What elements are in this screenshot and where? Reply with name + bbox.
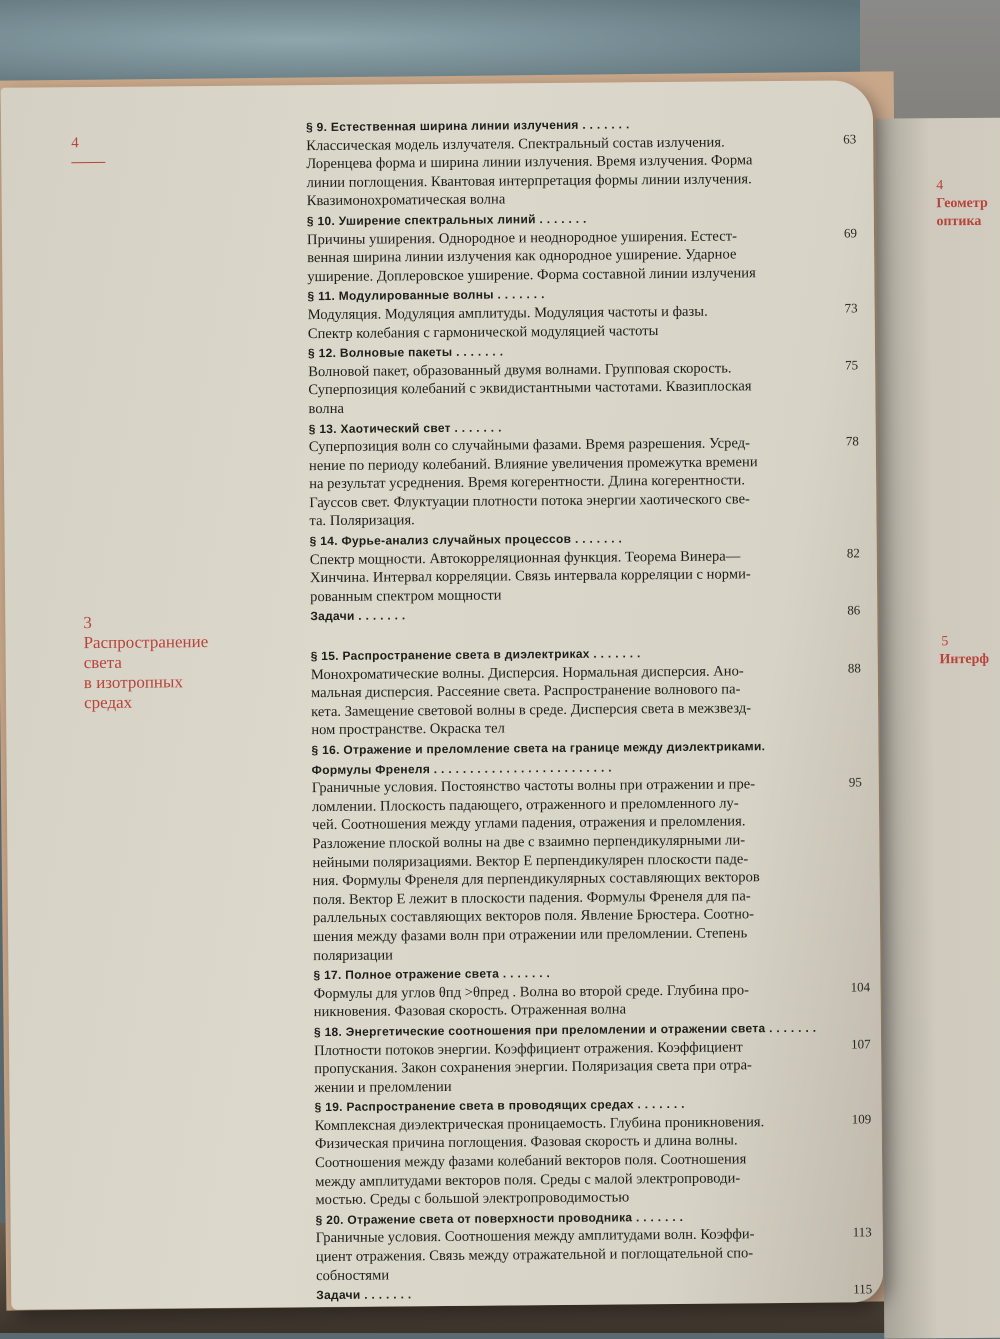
next-page-label-2: оптика — [936, 213, 982, 230]
toc-page-number: 109 — [851, 1111, 872, 1127]
toc-section-heading[interactable]: Задачи . . . . . . . — [316, 1287, 412, 1303]
page-number-rule — [71, 162, 105, 163]
table-of-contents — [306, 113, 826, 1305]
toc-description-line: Классическая модель излучателя. Спектральный состав излучения. — [306, 134, 725, 154]
chapter-title-line: в изотропных — [83, 672, 183, 693]
toc-description-line: Лоренцева форма и ширина линии излучения. Время излучения. Форма — [306, 152, 753, 173]
toc-description-line: циент отражения. Связь между отражательной и поглощательной спо- — [315, 1245, 754, 1266]
next-chapter-title: Интерф — [939, 651, 990, 668]
toc-entry — [306, 114, 817, 211]
toc-entry — [311, 643, 822, 740]
toc-description-line: Суперпозиция колебаний с эквидистантными частотами. Квазиплоская — [308, 378, 752, 399]
toc-page-number: 86 — [847, 602, 861, 618]
toc-section-heading[interactable]: Задачи . . . . . . . — [310, 608, 406, 624]
toc-entry — [316, 1282, 826, 1305]
toc-description-line: Формулы для углов θпд >θпред . Волна во второй среде. Глубина про- — [313, 982, 750, 1002]
toc-page-number: 63 — [843, 131, 857, 147]
toc-page-number: 82 — [846, 545, 860, 561]
toc-description-line: пропускания. Закон сохранения энергии. Поляризация света при отра- — [314, 1057, 752, 1078]
chapter-number: 3 — [83, 613, 92, 633]
chapter-title-line: света — [83, 652, 122, 673]
toc-section-heading[interactable]: § 15. Распространение света в диэлектриках . . . . . . . — [310, 646, 641, 664]
toc-page-number: 104 — [850, 979, 871, 995]
toc-description-line: Комплексная диэлектрическая проницаемость. Глубина проникновения. — [314, 1114, 765, 1135]
toc-description-line: поляризации — [313, 946, 394, 964]
toc-section-heading[interactable]: § 9. Естественная ширина линии излучения . . . . . . . — [305, 117, 630, 135]
chapter-heading — [83, 612, 209, 713]
toc-description-line: кета. Замещение световой волны в среде. Дисперсия света в межзвезд- — [311, 700, 752, 720]
toc-description-line: Модуляция. Модуляция амплитуды. Модуляция частоты и фазы. — [307, 303, 708, 324]
chapter-title-line: Распространение — [83, 632, 209, 653]
toc-entry — [313, 962, 823, 1022]
toc-section-heading[interactable]: § 11. Модулированные волны . . . . . . . — [307, 287, 545, 304]
toc-entry — [315, 1094, 826, 1210]
toc-entry — [314, 1019, 825, 1098]
next-chapter-number: 5 — [941, 634, 949, 650]
toc-page-number: 107 — [850, 1036, 871, 1052]
toc-description-line: Плотности потоков энергии. Коэффициент отражения. Коэффициент — [314, 1038, 743, 1059]
toc-description-line: Хинчина. Интервал корреляции. Связь интервала корреляции с норми- — [309, 566, 751, 587]
toc-description-line: та. Поляризация. — [309, 512, 415, 530]
toc-section-heading[interactable]: § 13. Хаотический свет . . . . . . . — [308, 419, 502, 436]
toc-description-line: волна — [308, 400, 345, 418]
toc-page-number: 88 — [847, 660, 861, 676]
toc-section-heading[interactable]: § 10. Уширение спектральных линий . . . . . . . — [306, 211, 587, 229]
toc-page-number: 115 — [853, 1281, 873, 1297]
toc-entry — [308, 340, 819, 419]
toc-description-line: Спектр мощности. Автокорреляционная функция. Теорема Винера— — [309, 548, 741, 568]
toc-description-line: поля. Вектор E лежит в плоскости падения. Формулы Френеля для па- — [312, 888, 751, 908]
toc-description-line: Причины уширения. Однородное и неоднородное уширения. Естест- — [306, 227, 738, 248]
toc-description-line: Разложение плоской волны на две с взаимно перпендикулярными ли- — [312, 832, 746, 853]
toc-description-line: Граничные условия. Соотношения между амплитудами волн. Коэффи- — [315, 1226, 755, 1247]
toc-description-line: раллельных составляющих векторов поля. Явление Брюстера. Соотно- — [312, 906, 755, 927]
toc-entry — [310, 528, 821, 607]
page-number: 4 — [71, 135, 79, 152]
toc-entry — [309, 415, 820, 531]
toc-page-number: 73 — [844, 300, 858, 316]
toc-description-line: Спектр колебания с гармонической модуляцией частоты — [307, 322, 659, 342]
book-page — [1, 80, 884, 1310]
toc-entry — [315, 1207, 826, 1286]
toc-section-heading[interactable]: § 14. Фурье-анализ случайных процессов . . . . . . . — [309, 531, 623, 549]
next-page — [876, 117, 1000, 1338]
toc-section-heading[interactable]: § 20. Отражение света от поверхности проводника . . . . . . . — [315, 1209, 684, 1227]
toc-description-line: собностями — [315, 1267, 390, 1284]
toc-description-line: Монохроматические волны. Дисперсия. Нормальная дисперсия. Ано- — [310, 662, 744, 683]
next-page-number: 4 — [936, 178, 944, 194]
toc-section-heading[interactable]: § 16. Отражение и преломление света на границе между диэлектриками. — [311, 739, 766, 758]
toc-page-number: 69 — [843, 225, 858, 241]
toc-section-heading[interactable]: § 12. Волновые пакеты . . . . . . . — [307, 344, 504, 361]
toc-section-heading[interactable]: § 18. Энергетические соотношения при преломлении и отражении света . . . . . . . — [313, 1020, 817, 1040]
toc-page-number: 95 — [848, 774, 862, 790]
toc-description-line: Гауссов свет. Флуктуации плотности потока энергии хаотического све- — [309, 491, 750, 512]
toc-description-line: линии поглощения. Квантовая интерпретация формы линии излучения. — [306, 171, 752, 191]
toc-description-line: мостью. Среды с большой электропроводимостью — [315, 1189, 630, 1209]
toc-description-line: нение по периоду колебаний. Влияние увеличения промежутка времени — [308, 453, 758, 474]
toc-description-line: венная ширина линии излучения как однородное уширение. Ударное — [307, 246, 737, 267]
toc-description-line: Квазимонохроматическая волна — [306, 191, 506, 210]
toc-description-line: Суперпозиция волн со случайными фазами. Время разрешения. Усред- — [308, 435, 751, 456]
toc-description-line: уширение. Доплеровское уширение. Форма составной линии излучения — [307, 264, 756, 285]
toc-description-line: никновения. Фазовая скорость. Отраженная волна — [313, 1001, 627, 1021]
toc-description-line: ном пространстве. Окраска тел — [311, 720, 505, 739]
toc-description-line: Граничные условия. Постоянство частоты волны при отражении и пре- — [311, 776, 756, 797]
toc-description-line: Волновой пакет, образованный двумя волнами. Групповая скорость. — [308, 360, 732, 380]
toc-description-line: мальная дисперсия. Рассеяние света. Распространение волнового па- — [310, 681, 741, 702]
toc-description-line: рованным спектром мощности — [310, 587, 502, 605]
toc-description-line: ломлении. Плоскость падающего, отраженного и преломленного лу- — [311, 795, 739, 815]
toc-page-number: 75 — [845, 357, 859, 373]
toc-description-line: ния. Формулы Френеля для перпендикулярных составляющих векторов — [312, 869, 760, 890]
toc-description-line: жении и преломлении — [314, 1078, 452, 1096]
toc-description-line: чей. Соотношения между углами падения, отражения и преломления. — [312, 813, 746, 834]
toc-description-line: между амплитудами векторов поля. Среды с малой электропроводи- — [315, 1170, 741, 1190]
toc-section-heading[interactable]: § 19. Распространение света в проводящих средах . . . . . . . — [314, 1097, 685, 1115]
next-page-label-1: Геометр — [936, 195, 988, 212]
toc-description-line: Физическая причина поглощения. Фазовая скорость и длина волны. — [314, 1132, 738, 1153]
toc-entry — [307, 283, 817, 343]
toc-description-line: Соотношения между фазами колебаний векторов поля. Соотношения — [315, 1151, 747, 1172]
toc-section-heading-cont[interactable]: Формулы Френеля . . . . . . . . . . . . . . . . . . . . . . . . . — [311, 760, 612, 777]
toc-page-number: 78 — [845, 433, 859, 449]
chapter-title-line: средах — [83, 692, 133, 713]
toc-page-number: 113 — [852, 1224, 872, 1240]
toc-description-line: шения между фазами волн при отражении или преломлении. Степень — [313, 925, 748, 946]
toc-entry — [307, 208, 818, 287]
toc-entry — [311, 737, 823, 966]
toc-description-line: на результат усреднения. Время когерентности. Длина когерентности. — [309, 472, 746, 493]
toc-section-heading[interactable]: § 17. Полное отражение света . . . . . . . — [313, 966, 551, 983]
toc-description-line: нейными поляризациями. Вектор E перпендикулярен плоскости паде- — [312, 850, 749, 871]
